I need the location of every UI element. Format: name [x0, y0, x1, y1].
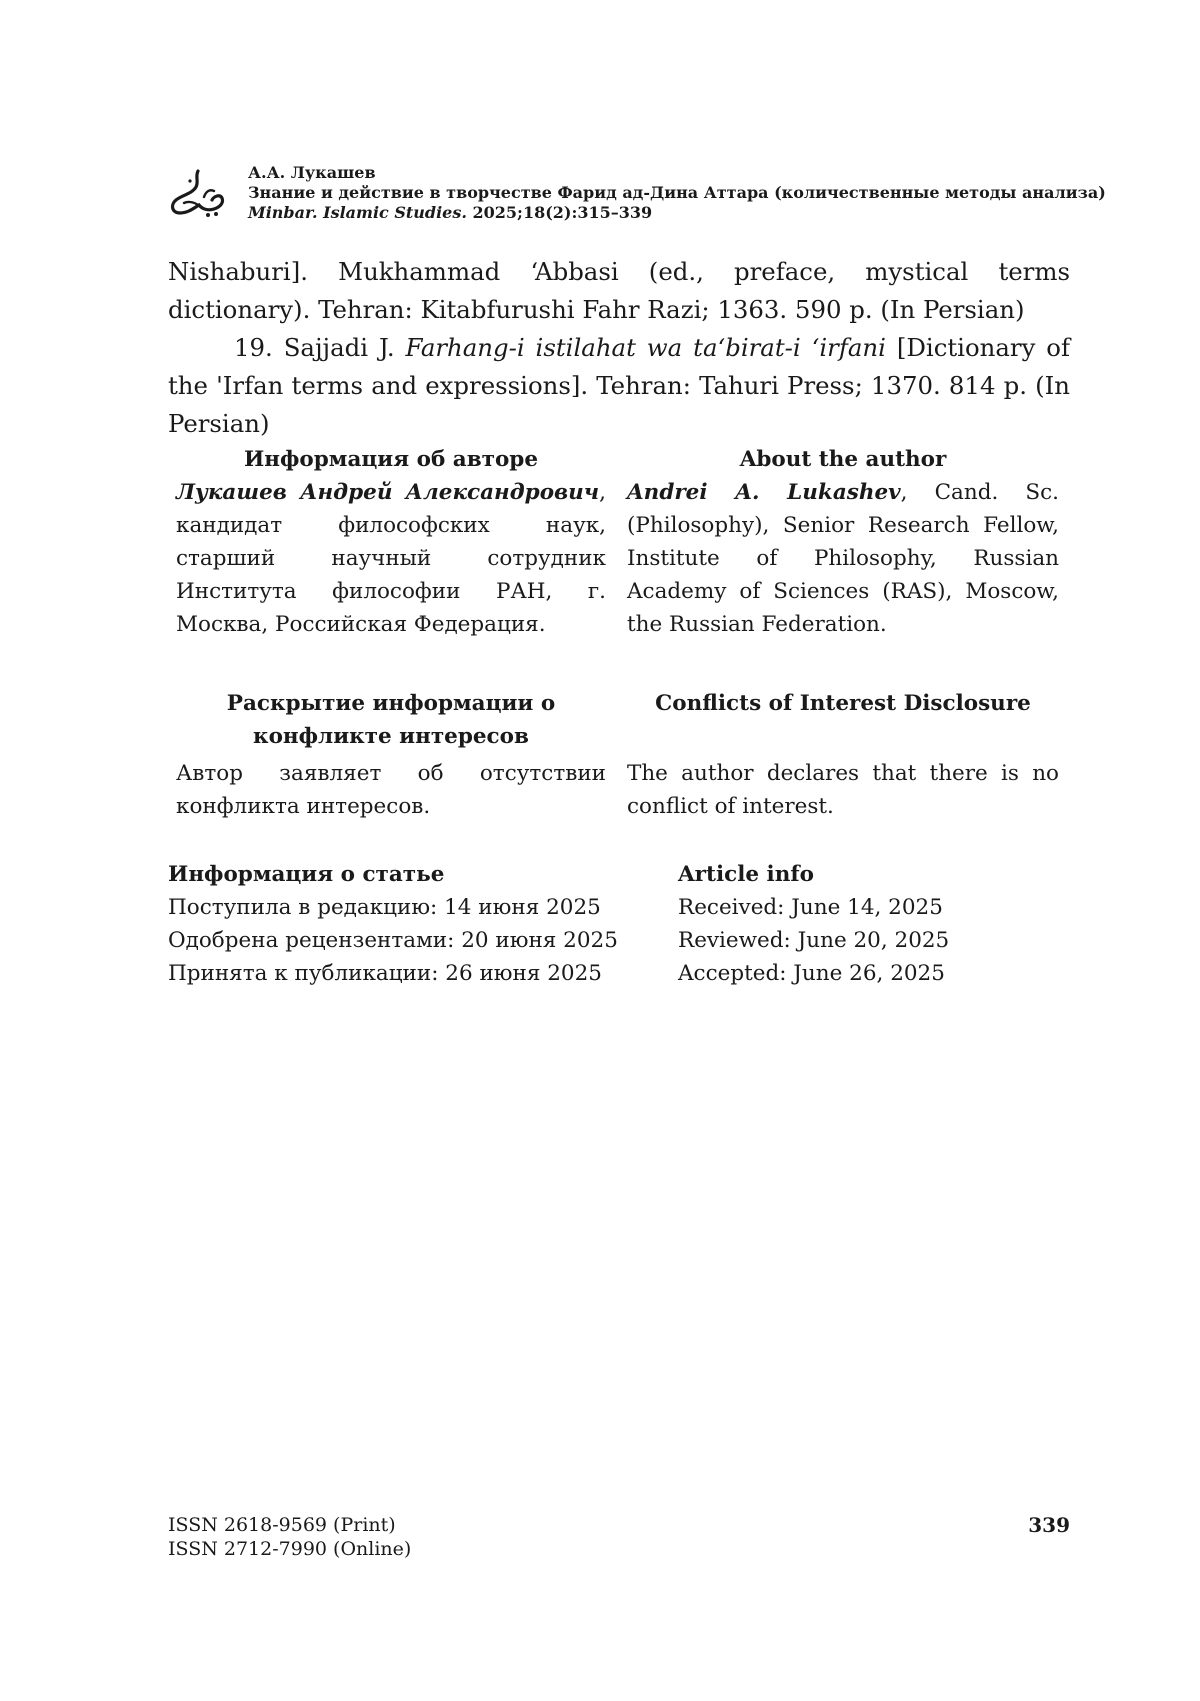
author-info-ru: [176, 443, 606, 641]
received-ru: Поступила в редакцию: 14 июня 2025: [168, 891, 618, 924]
header-article-title: Знание и действие в творчестве Фарид ад-Дина Аттара (количественные методы анализа): [248, 183, 1068, 203]
issn-print: ISSN 2618-9569 (Print): [168, 1513, 411, 1537]
author-info-en: [627, 443, 1059, 641]
header-author: А.А. Лукашев: [248, 163, 1068, 183]
accepted-en: Accepted: June 26, 2025: [678, 957, 949, 990]
reviewed-ru: Одобрена рецензентами: 20 июня 2025: [168, 924, 618, 957]
author-info-ru-title: Информация об авторе: [176, 443, 606, 476]
received-en: Received: June 14, 2025: [678, 891, 949, 924]
reference-18-tail: Nishaburi]. Mukhammad ‘Abbasi (ed., preface, mystical terms dictionary). Tehran: Kitabfurushi Fahr Razi; 1363. 590 p. (In Persian): [168, 253, 1070, 329]
author-name-ru: Лукашев Андрей Александрович: [176, 480, 599, 505]
accepted-ru: Принята к публикации: 26 июня 2025: [168, 957, 618, 990]
article-info-en: [678, 858, 949, 990]
conflict-en-body: The author declares that there is no conflict of interest.: [627, 757, 1059, 823]
footer-issn: [168, 1513, 411, 1561]
page-number: 339: [1018, 1513, 1070, 1537]
header-citation: [248, 203, 1068, 223]
reference-19-lead: 19. Sajjadi J.: [234, 333, 406, 362]
author-info-ru-body: [176, 476, 606, 641]
references: [168, 253, 1070, 443]
reference-19-title: Farhang-i istilahat wa ta‘birat-i ‘irfani: [406, 333, 886, 362]
article-info-en-title: Article info: [678, 858, 949, 891]
article-info-ru-title: Информация о статье: [168, 858, 618, 891]
conflict-en: [627, 687, 1059, 823]
calligraphy-logo-icon: [168, 167, 226, 219]
article-info-ru: [168, 858, 618, 990]
conflict-ru-body: Автор заявляет об отсутствии конфликта интересов.: [176, 757, 606, 823]
conflict-ru: [176, 687, 606, 823]
page: [0, 0, 1200, 1701]
reviewed-en: Reviewed: June 20, 2025: [678, 924, 949, 957]
author-info-en-title: About the author: [627, 443, 1059, 476]
header-citation-details: 2025;18(2):315–339: [467, 203, 652, 222]
issn-online: ISSN 2712-7990 (Online): [168, 1537, 411, 1561]
author-desc-en: , Cand. Sc. (Philosophy), Senior Research Fellow, Institute of Philosophy, Russian Academy of Sciences (RAS), Moscow, the Russian Federation.: [627, 480, 1059, 637]
reference-19-rest: [Dictionary of the 'Irfan terms and expressions]. Tehran: Tahuri Press; 1370. 814 p. (In Persian): [168, 333, 1070, 438]
header-journal: Minbar. Islamic Studies.: [248, 203, 467, 222]
reference-19: [168, 329, 1070, 443]
author-info-en-body: [627, 476, 1059, 641]
author-name-en: Andrei A. Lukashev: [627, 480, 901, 505]
conflict-en-title: Conflicts of Interest Disclosure: [627, 687, 1059, 720]
author-desc-ru: , кандидат философских наук, старший научный сотрудник Института философии РАН, г. Москва, Российская Федерация.: [176, 480, 606, 637]
conflict-ru-title-line1: Раскрытие информации о: [176, 687, 606, 720]
conflict-ru-title-line2: конфликте интересов: [176, 720, 606, 753]
